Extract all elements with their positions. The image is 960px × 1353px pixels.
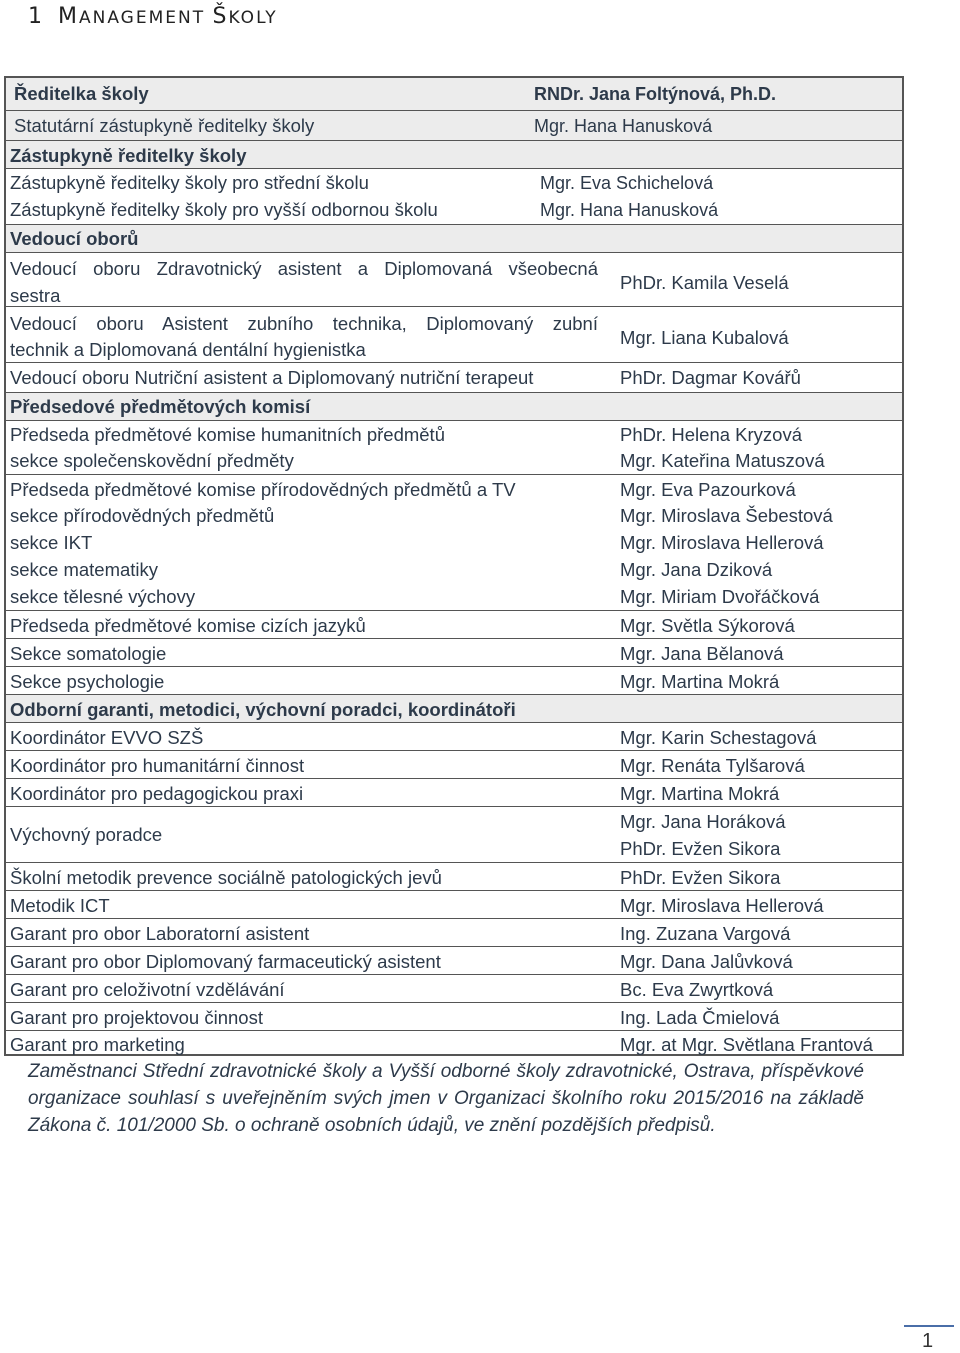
row-label: Zástupkyně ředitelky školy pro střední školu [10, 172, 369, 193]
row-label-line2: sestra [10, 285, 61, 306]
row-garant-mark [6, 1030, 902, 1057]
row-value: Mgr. Miriam Dvořáčková [620, 586, 820, 607]
row-value: Mgr. Miroslava Hellerová [620, 532, 824, 553]
row-value: PhDr. Dagmar Kovářů [620, 367, 801, 388]
row-label: Ředitelka školy [14, 83, 149, 104]
row-label: sekce matematiky [10, 559, 159, 580]
row-pred-prir [6, 474, 902, 502]
row-label: Garant pro obor Laboratorní asistent [10, 923, 310, 944]
row-garant-lab [6, 918, 902, 947]
row-value: Mgr. Karin Schestagová [620, 727, 817, 748]
heading-title-part: KOLY [228, 8, 278, 28]
row-value: Ing. Lada Čmielová [620, 1007, 780, 1028]
row-label: Garant pro celoživotní vzdělávání [10, 979, 285, 1000]
row-value: Mgr. Jana Bělanová [620, 643, 784, 664]
row-value: Mgr. Martina Mokrá [620, 671, 780, 692]
row-zast-vos [6, 196, 902, 224]
row-label: Koordinátor pro pedagogickou praxi [10, 783, 304, 804]
row-ved-nutri [6, 362, 902, 393]
row-ved-zdrav [6, 252, 902, 307]
row-value: Mgr. at Mgr. Světlana Frantová [620, 1034, 873, 1055]
row-garant-proj [6, 1002, 902, 1031]
row-label: Školní metodik prevence sociálně patologických jevů [10, 867, 442, 888]
section-label: Zástupkyně ředitelky školy [10, 145, 247, 166]
row-value: Mgr. Dana Jalůvková [620, 951, 793, 972]
row-value: Bc. Eva Zwyrtková [620, 979, 774, 1000]
page-number-rule [904, 1325, 954, 1327]
row-sekce-prir [6, 501, 902, 528]
row-label: Předseda předmětové komise cizích jazyků [10, 615, 366, 636]
row-value: Mgr. Hana Hanusková [534, 116, 713, 136]
row-label: sekce IKT [10, 532, 93, 553]
section-label: Odborní garanti, metodici, výchovní poradci, koordinátoři [10, 699, 516, 720]
row-value: PhDr. Evžen Sikora [620, 867, 781, 888]
row-sekce-som [6, 638, 902, 667]
row-value: Mgr. Světla Sýkorová [620, 615, 795, 636]
row-value: Mgr. Miroslava Hellerová [620, 895, 824, 916]
row-pred-cizi [6, 610, 902, 639]
row-label: Garant pro obor Diplomovaný farmaceutický asistent [10, 951, 441, 972]
row-value: Mgr. Eva Schichelová [540, 173, 714, 193]
row-vedouci-header [6, 224, 902, 253]
row-label: Zástupkyně ředitelky školy pro vyšší odbornou školu [10, 199, 438, 220]
consent-note: Zaměstnanci Střední zdravotnické školy a Vyšší odborné školy zdravotnické, Ostrava, příspěvkové organizace souhlasí s uveřejněním svých jmen v Organizaci školního roku 2015/2016 na základě Zákona č. 101/2000 Sb. o ochraně osobních údajů, ve znění pozdějších předpisů. [28, 1061, 864, 1136]
row-reditelka [6, 78, 902, 110]
section-label: Předsedové předmětových komisí [10, 396, 311, 417]
heading-title-part: M [58, 4, 79, 29]
row-value-2: PhDr. Evžen Sikora [620, 838, 781, 859]
page-number: 1 [922, 1330, 934, 1352]
row-value: Mgr. Martina Mokrá [620, 783, 780, 804]
row-label-line1 [10, 258, 598, 280]
row-zast-ss [6, 168, 902, 197]
row-value: PhDr. Helena Kryzová [620, 424, 803, 445]
row-label: sekce přírodovědných předmětů [10, 505, 275, 526]
row-statutarni [6, 110, 902, 141]
row-label: Předseda předmětové komise přírodovědných předmětů a TV [10, 479, 516, 500]
row-garant-celo [6, 974, 902, 1003]
row-label: Předseda předmětové komise humanitních předmětů [10, 424, 445, 445]
row-value-1: Mgr. Jana Horáková [620, 811, 786, 832]
row-value: Mgr. Hana Hanusková [540, 200, 719, 220]
row-label: Výchovný poradce [10, 824, 163, 845]
row-value: Ing. Zuzana Vargová [620, 923, 791, 944]
row-label: Koordinátor pro humanitární činnost [10, 755, 305, 776]
row-label: Statutární zástupkyně ředitelky školy [14, 115, 315, 136]
row-metodik-prev [6, 862, 902, 891]
row-sekce-spol [6, 447, 902, 474]
row-koord-evvo [6, 722, 902, 751]
row-label: Koordinátor EVVO SZŠ [10, 727, 204, 748]
row-koord-ped [6, 778, 902, 807]
row-koord-hum [6, 750, 902, 779]
row-label-line2: technik a Diplomovaná dentální hygienistka [10, 339, 366, 360]
section-number: 1 [28, 4, 44, 29]
row-pred-human [6, 420, 902, 448]
row-label: Garant pro marketing [10, 1034, 185, 1055]
section-label: Vedoucí oborů [10, 228, 139, 249]
row-ved-zubni [6, 306, 902, 363]
row-value: Mgr. Renáta Tylšarová [620, 755, 805, 776]
row-label: sekce společenskovědní předměty [10, 450, 294, 471]
heading-title-part: ANAGEMENT [78, 8, 213, 28]
row-garant-farm [6, 946, 902, 975]
row-label-line1 [10, 313, 598, 335]
row-metodik-ict [6, 890, 902, 919]
row-predsedove-header [6, 392, 902, 421]
row-label-text: Vedoucí oboru Asistent zubního technika, Diplomovaný zubní [10, 313, 598, 334]
row-value: Mgr. Jana Dziková [620, 559, 773, 580]
section-heading [28, 4, 278, 29]
row-label: Vedoucí oboru Nutriční asistent a Diplomovaný nutriční terapeut [10, 367, 534, 388]
row-value: Mgr. Eva Pazourková [620, 479, 796, 500]
row-value: RNDr. Jana Foltýnová, Ph.D. [534, 84, 777, 104]
row-label: Sekce somatologie [10, 643, 167, 664]
management-table [4, 76, 904, 1056]
row-label-text: Vedoucí oboru Zdravotnický asistent a Diplomovaná všeobecná [10, 258, 598, 279]
row-label: Garant pro projektovou činnost [10, 1007, 263, 1028]
row-vychovny [6, 806, 902, 863]
row-label: sekce tělesné výchovy [10, 586, 196, 607]
row-sekce-tv [6, 582, 902, 610]
row-label: Metodik ICT [10, 895, 110, 916]
row-value: Mgr. Miroslava Šebestová [620, 505, 833, 526]
row-garanti-header [6, 694, 902, 723]
row-sekce-mat [6, 555, 902, 582]
row-label: Sekce psychologie [10, 671, 165, 692]
row-sekce-ikt [6, 528, 902, 555]
row-zastupkyne-header [6, 140, 902, 169]
row-value: PhDr. Kamila Veselá [620, 272, 789, 293]
row-value: Mgr. Kateřina Matuszová [620, 450, 825, 471]
row-value: Mgr. Liana Kubalová [620, 327, 789, 348]
heading-title-part: Š [212, 4, 229, 29]
row-sekce-psy [6, 666, 902, 695]
